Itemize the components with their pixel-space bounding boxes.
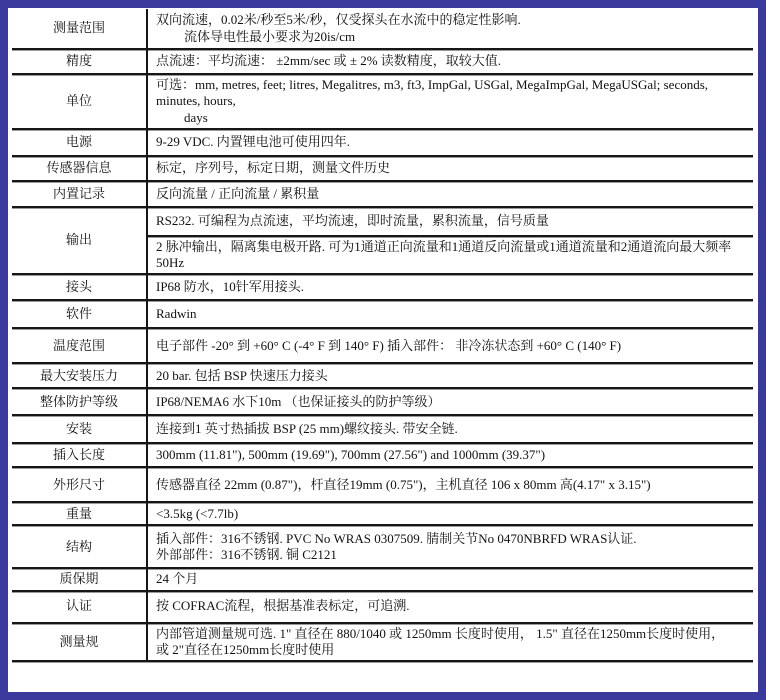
spec-label xyxy=(12,329,148,362)
output-subrow-pulse xyxy=(148,237,753,274)
label-text: 内置记录 xyxy=(52,185,105,201)
value-line: 标定，序列号，标定日期，测量文件历史 xyxy=(156,160,391,176)
spec-label xyxy=(12,301,148,327)
value-line: 点流速：平均流速： ±2mm/sec 或 ± 2% 读数精度，取较大值. xyxy=(156,53,502,69)
spec-value xyxy=(148,329,753,362)
label-text: 输出 xyxy=(65,232,92,248)
spec-row-ingress-protection xyxy=(12,389,753,416)
spec-label xyxy=(12,157,148,180)
spec-value xyxy=(148,75,753,128)
label-text: 测量规 xyxy=(59,633,99,649)
spec-value xyxy=(148,592,753,622)
value-line: IP68/NEMA6 水下10m （也保证接头的防护等级） xyxy=(156,393,441,409)
label-text: 外形尺寸 xyxy=(52,476,105,492)
spec-label xyxy=(12,624,148,661)
spec-row-gauge xyxy=(12,624,753,663)
spec-label xyxy=(12,75,148,128)
spec-value xyxy=(148,157,753,180)
spec-value xyxy=(148,444,753,466)
value-line: 按 COFRAC流程，根据基准表标定，可追溯. xyxy=(156,598,410,614)
spec-row-sensor-info xyxy=(12,157,753,182)
output-subrow-rs232 xyxy=(148,208,753,237)
spec-label xyxy=(12,526,148,567)
spec-row-measurement-range xyxy=(12,9,753,50)
spec-row-insertion-length xyxy=(12,444,753,468)
value-line: Radwin xyxy=(156,306,197,322)
spec-row-units xyxy=(12,75,753,130)
spec-label xyxy=(12,416,148,442)
label-text: 整体防护等级 xyxy=(39,393,118,409)
value-line: 流体导电性最小要求为20is/cm xyxy=(184,28,356,44)
value-line: 内部管道测量规可选. 1" 直径在 880/1040 或 1250mm 长度时使用， 1.5" 直径在1250mm长度时使用， xyxy=(156,625,725,641)
spec-value xyxy=(148,624,753,661)
spec-value xyxy=(148,275,753,299)
label-text: 精度 xyxy=(65,53,92,69)
label-text: 电源 xyxy=(65,134,92,150)
spec-label xyxy=(12,275,148,299)
value-line: 9-29 VDC. 内置锂电池可使用四年. xyxy=(156,134,351,150)
spec-row-weight xyxy=(12,503,753,526)
label-text: 安装 xyxy=(65,421,92,437)
label-text: 测量范围 xyxy=(52,20,105,36)
value-line: 电子部件 -20° 到 +60° C (-4° F 到 140° F) 插入部件： 非冷冻状态到 +60° C (140° F) xyxy=(156,337,622,353)
label-text: 接头 xyxy=(65,279,92,295)
spec-row-software xyxy=(12,301,753,329)
value-line: 可选：mm, metres, feet; litres, Megalitres, m3, ft3, ImpGal, USGal, MegaImpGal, MegaUSGal; seconds, minutes, hours, xyxy=(156,77,709,109)
label-text: 认证 xyxy=(65,598,92,614)
spec-value xyxy=(148,569,753,589)
spec-label xyxy=(12,592,148,622)
spec-value xyxy=(148,182,753,206)
spec-row-built-in-logging xyxy=(12,182,753,208)
spec-label xyxy=(12,389,148,414)
value-line: 24 个月 xyxy=(156,571,199,587)
value-line: 双向流速，0.02米/秒至5米/秒，仅受探头在水流中的稳定性影响. xyxy=(156,12,521,28)
spec-label xyxy=(12,468,148,501)
spec-row-power xyxy=(12,130,753,157)
specification-table xyxy=(12,9,753,662)
spec-value xyxy=(148,130,753,155)
label-text: 温度范围 xyxy=(52,337,105,353)
spec-label xyxy=(12,9,148,48)
value-line: <3.5kg (<7.7lb) xyxy=(156,505,239,521)
spec-row-connector xyxy=(12,275,753,301)
value-line: 300mm (11.81"), 500mm (19.69"), 700mm (27.56") and 1000mm (39.37") xyxy=(156,447,546,463)
spec-label xyxy=(12,503,148,524)
spec-row-temperature-range xyxy=(12,329,753,364)
spec-label xyxy=(12,130,148,155)
label-text: 单位 xyxy=(65,93,92,109)
value-line: 传感器直径 22mm (0.87")，杆直径19mm (0.75")，主机直径 106 x 80mm 高(4.17" x 3.15") xyxy=(156,476,651,492)
label-text: 软件 xyxy=(65,306,92,322)
label-text: 传感器信息 xyxy=(46,160,112,176)
value-line: 反向流量 / 正向流量 / 累积量 xyxy=(156,185,320,201)
value-line: days xyxy=(184,109,208,125)
spec-label xyxy=(12,364,148,387)
value-line: 20 bar. 包括 BSP 快速压力接头 xyxy=(156,367,328,383)
spec-value xyxy=(148,389,753,414)
spec-row-installation xyxy=(12,416,753,444)
value-line: 外部部件：316不锈钢. 铜 C2121 xyxy=(156,546,337,562)
spec-label xyxy=(12,182,148,206)
spec-value xyxy=(148,416,753,442)
spec-row-construction xyxy=(12,526,753,569)
label-text: 插入长度 xyxy=(52,447,105,463)
value-line: RS232. 可编程为点流速，平均流速，即时流量，累积流量，信号质量 xyxy=(156,213,549,229)
spec-row-max-installation-pressure xyxy=(12,364,753,389)
spec-value xyxy=(148,364,753,387)
spec-value xyxy=(148,208,753,274)
spec-row-accuracy xyxy=(12,50,753,75)
label-text: 结构 xyxy=(65,538,92,554)
label-text: 质保期 xyxy=(59,571,99,587)
spec-value xyxy=(148,503,753,524)
value-line: IP68 防水，10针军用接头. xyxy=(156,279,305,295)
value-line: 2 脉冲输出，隔离集电极开路. 可为1通道正向流量和1通道反向流量或1通道流量和2通道流向最大频率50Hz xyxy=(156,238,732,270)
spec-label xyxy=(12,569,148,589)
spec-value xyxy=(148,526,753,567)
spec-label xyxy=(12,444,148,466)
spec-value xyxy=(148,468,753,501)
value-line: 或 2"直径在1250mm长度时使用 xyxy=(156,641,335,657)
spec-row-dimensions xyxy=(12,468,753,503)
spec-label xyxy=(12,208,148,274)
value-line: 连接到1 英寸热插拔 BSP (25 mm)螺纹接头. 带安全链. xyxy=(156,421,458,437)
spec-value xyxy=(148,9,753,48)
spec-row-warranty xyxy=(12,569,753,591)
label-text: 重量 xyxy=(65,505,92,521)
value-line: 插入部件：316不锈钢. PVC No WRAS 0307509. 腈制关节No 0470NBRFD WRAS认证. xyxy=(156,530,637,546)
spec-value xyxy=(148,50,753,73)
spec-row-output xyxy=(12,208,753,276)
spec-row-certification xyxy=(12,592,753,624)
spec-value xyxy=(148,301,753,327)
spec-label xyxy=(12,50,148,73)
label-text: 最大安装压力 xyxy=(39,367,118,383)
